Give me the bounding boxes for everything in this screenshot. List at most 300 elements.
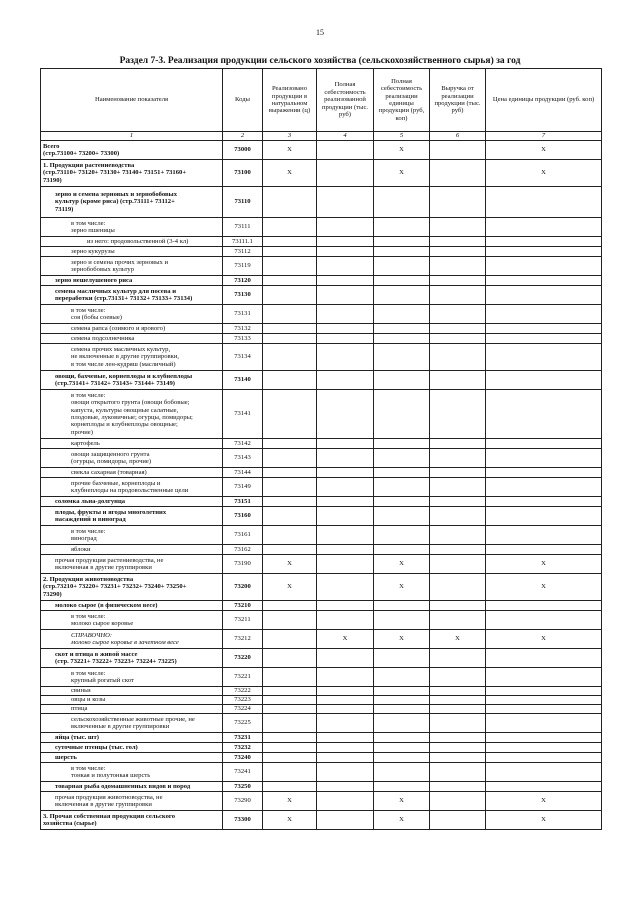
row-value-cell[interactable]	[486, 324, 602, 334]
row-value-cell[interactable]	[430, 247, 486, 257]
row-code: 73212	[223, 630, 263, 649]
table-row	[41, 160, 602, 187]
table-row	[41, 753, 602, 763]
row-code: 73221	[223, 668, 263, 687]
row-value-cell[interactable]	[430, 160, 486, 187]
row-value-cell[interactable]: X	[263, 792, 317, 811]
row-value-cell[interactable]	[430, 497, 486, 507]
row-value-cell[interactable]	[374, 478, 430, 497]
row-value-cell[interactable]	[263, 276, 317, 286]
row-value-cell[interactable]	[317, 792, 374, 811]
row-value-cell[interactable]	[374, 733, 430, 743]
row-name: семена масличных культур для посева и переработки (стр.73131+ 73132+ 73133+ 73134)	[41, 286, 223, 305]
row-value-cell[interactable]	[263, 187, 317, 218]
table-row	[41, 782, 602, 792]
row-value-cell[interactable]	[374, 324, 430, 334]
row-value-cell[interactable]	[430, 468, 486, 478]
row-value-cell[interactable]	[430, 286, 486, 305]
row-value-cell[interactable]	[430, 705, 486, 714]
row-value-cell[interactable]	[430, 371, 486, 390]
row-code: 73110	[223, 187, 263, 218]
row-name: картофель	[41, 439, 223, 449]
row-value-cell[interactable]	[430, 439, 486, 449]
row-value-cell[interactable]	[263, 286, 317, 305]
row-value-cell[interactable]	[263, 611, 317, 630]
row-value-cell[interactable]	[374, 743, 430, 753]
row-value-cell[interactable]	[430, 763, 486, 782]
row-value-cell[interactable]	[486, 611, 602, 630]
table-row	[41, 305, 602, 324]
table-row	[41, 257, 602, 276]
row-value-cell[interactable]	[430, 334, 486, 344]
row-value-cell[interactable]: X	[263, 574, 317, 601]
row-value-cell[interactable]	[430, 390, 486, 439]
row-value-cell[interactable]	[486, 668, 602, 687]
col-number: 1	[41, 132, 223, 141]
row-value-cell[interactable]	[317, 601, 374, 611]
row-value-cell[interactable]	[486, 286, 602, 305]
row-value-cell[interactable]	[430, 753, 486, 763]
row-value-cell[interactable]	[430, 507, 486, 526]
row-value-cell[interactable]	[430, 187, 486, 218]
row-name: СПРАВОЧНО: молоко сырое коровье в зачетном весе	[41, 630, 223, 649]
row-value-cell[interactable]	[317, 526, 374, 545]
row-value-cell[interactable]	[486, 733, 602, 743]
row-value-cell[interactable]	[430, 545, 486, 555]
row-value-cell[interactable]	[486, 334, 602, 344]
row-value-cell[interactable]	[486, 705, 602, 714]
row-value-cell[interactable]	[430, 574, 486, 601]
row-value-cell[interactable]	[263, 305, 317, 324]
row-value-cell[interactable]	[486, 782, 602, 792]
row-value-cell[interactable]	[430, 305, 486, 324]
row-name: овощи защищенного грунта (огурцы, помидоры, прочие)	[41, 449, 223, 468]
row-value-cell[interactable]	[374, 257, 430, 276]
row-value-cell[interactable]	[374, 247, 430, 257]
row-value-cell[interactable]	[317, 743, 374, 753]
row-value-cell[interactable]	[430, 668, 486, 687]
row-value-cell[interactable]	[317, 324, 374, 334]
row-value-cell[interactable]: X	[317, 630, 374, 649]
row-value-cell[interactable]	[317, 449, 374, 468]
table-row	[41, 324, 602, 334]
table-row	[41, 714, 602, 733]
row-value-cell[interactable]	[430, 782, 486, 792]
row-value-cell[interactable]	[263, 601, 317, 611]
row-value-cell[interactable]	[317, 733, 374, 743]
table-row	[41, 334, 602, 344]
row-value-cell[interactable]	[374, 237, 430, 247]
table-row	[41, 733, 602, 743]
row-value-cell[interactable]	[317, 611, 374, 630]
row-name: в том числе: крупный рогатый скот	[41, 668, 223, 687]
row-value-cell[interactable]	[263, 753, 317, 763]
col-header-unit-price: Цена единицы продукции (руб. коп)	[486, 69, 602, 132]
row-value-cell[interactable]: X	[374, 141, 430, 160]
row-value-cell[interactable]	[263, 545, 317, 555]
row-value-cell[interactable]	[263, 743, 317, 753]
row-value-cell[interactable]	[486, 468, 602, 478]
row-value-cell[interactable]	[374, 449, 430, 468]
row-value-cell[interactable]	[430, 811, 486, 830]
row-value-cell[interactable]	[486, 743, 602, 753]
table-row	[41, 792, 602, 811]
row-value-cell[interactable]	[486, 187, 602, 218]
row-value-cell[interactable]	[374, 507, 430, 526]
col-number: 3	[263, 132, 317, 141]
row-value-cell[interactable]	[486, 257, 602, 276]
row-value-cell[interactable]: X	[263, 811, 317, 830]
table-row	[41, 371, 602, 390]
table-row	[41, 439, 602, 449]
row-value-cell[interactable]	[317, 696, 374, 705]
row-value-cell[interactable]	[263, 478, 317, 497]
row-code: 73300	[223, 811, 263, 830]
row-value-cell[interactable]	[263, 497, 317, 507]
row-value-cell[interactable]	[374, 696, 430, 705]
row-value-cell[interactable]	[317, 763, 374, 782]
row-value-cell[interactable]	[263, 649, 317, 668]
row-value-cell[interactable]	[263, 237, 317, 247]
row-name: сельскохозяйственные животные прочие, не включенные в другие группировки	[41, 714, 223, 733]
row-value-cell[interactable]	[317, 286, 374, 305]
row-value-cell[interactable]: X	[374, 160, 430, 187]
row-value-cell[interactable]	[430, 218, 486, 237]
row-value-cell[interactable]	[317, 344, 374, 371]
row-code: 73120	[223, 276, 263, 286]
row-name: птица	[41, 705, 223, 714]
row-value-cell[interactable]: X	[486, 555, 602, 574]
row-value-cell[interactable]	[486, 449, 602, 468]
row-value-cell[interactable]	[486, 305, 602, 324]
row-value-cell[interactable]	[430, 611, 486, 630]
row-value-cell[interactable]	[430, 555, 486, 574]
row-value-cell[interactable]	[486, 237, 602, 247]
row-value-cell[interactable]: X	[486, 160, 602, 187]
row-value-cell[interactable]	[486, 763, 602, 782]
row-code: 73141	[223, 390, 263, 439]
row-value-cell[interactable]: X	[430, 630, 486, 649]
row-value-cell[interactable]	[317, 649, 374, 668]
row-value-cell[interactable]	[430, 696, 486, 705]
row-value-cell[interactable]	[486, 371, 602, 390]
row-value-cell[interactable]: X	[486, 574, 602, 601]
row-value-cell[interactable]: X	[486, 811, 602, 830]
row-value-cell[interactable]	[374, 371, 430, 390]
row-value-cell[interactable]	[263, 733, 317, 743]
col-header-unit-cost: Полная себестоимость реализации единицы продукции (руб, коп)	[374, 69, 430, 132]
row-value-cell[interactable]	[374, 390, 430, 439]
row-value-cell[interactable]	[317, 478, 374, 497]
row-value-cell[interactable]	[374, 218, 430, 237]
row-value-cell[interactable]	[317, 160, 374, 187]
col-number: 7	[486, 132, 602, 141]
row-value-cell[interactable]	[263, 714, 317, 733]
row-value-cell[interactable]	[486, 276, 602, 286]
row-value-cell[interactable]	[317, 497, 374, 507]
row-value-cell[interactable]: X	[263, 141, 317, 160]
row-code: 73111.1	[223, 237, 263, 247]
row-name: шерсть	[41, 753, 223, 763]
row-value-cell[interactable]	[374, 276, 430, 286]
row-value-cell[interactable]	[263, 705, 317, 714]
row-name: в том числе: тонкая и полутонкая шерсть	[41, 763, 223, 782]
section-title: Раздел 7-3. Реализация продукции сельского хозяйства (сельскохозяйственного сырья) за год	[119, 56, 521, 66]
row-value-cell[interactable]	[430, 743, 486, 753]
row-value-cell[interactable]	[317, 507, 374, 526]
row-name: из него: продовольственной (3-4 кл)	[41, 237, 223, 247]
row-value-cell[interactable]	[374, 611, 430, 630]
row-code: 73131	[223, 305, 263, 324]
row-value-cell[interactable]	[374, 687, 430, 696]
row-code: 73144	[223, 468, 263, 478]
row-value-cell[interactable]	[263, 630, 317, 649]
row-value-cell[interactable]	[374, 545, 430, 555]
row-value-cell[interactable]	[374, 526, 430, 545]
row-value-cell[interactable]	[486, 478, 602, 497]
row-value-cell[interactable]	[374, 649, 430, 668]
row-value-cell[interactable]	[430, 714, 486, 733]
row-value-cell[interactable]	[317, 439, 374, 449]
row-code: 73160	[223, 507, 263, 526]
column-number-row	[41, 132, 602, 141]
row-value-cell[interactable]	[317, 668, 374, 687]
table-row	[41, 526, 602, 545]
row-value-cell[interactable]	[263, 324, 317, 334]
row-value-cell[interactable]	[317, 545, 374, 555]
row-code: 73112	[223, 247, 263, 257]
row-value-cell[interactable]	[374, 468, 430, 478]
row-value-cell[interactable]	[374, 705, 430, 714]
row-value-cell[interactable]: X	[374, 630, 430, 649]
table-row	[41, 478, 602, 497]
row-name: прочая продукция растениеводства, не включенная в другие группировки	[41, 555, 223, 574]
row-name: овощи, бахчевые, корнеплоды и клубнеплоды (стр.73141+ 73142+ 73143+ 73144+ 73149)	[41, 371, 223, 390]
row-value-cell[interactable]	[317, 687, 374, 696]
table-row	[41, 763, 602, 782]
row-code: 73231	[223, 733, 263, 743]
row-value-cell[interactable]	[317, 468, 374, 478]
row-value-cell[interactable]	[317, 555, 374, 574]
row-value-cell[interactable]	[263, 247, 317, 257]
row-name: зерно и семена прочих зерновых и зернобобовых культур	[41, 257, 223, 276]
row-value-cell[interactable]	[317, 276, 374, 286]
table-row	[41, 237, 602, 247]
row-value-cell[interactable]	[317, 753, 374, 763]
row-name: в том числе: молоко сырое коровье	[41, 611, 223, 630]
table-row	[41, 574, 602, 601]
row-value-cell[interactable]	[486, 497, 602, 507]
row-value-cell[interactable]	[486, 507, 602, 526]
row-value-cell[interactable]	[374, 187, 430, 218]
row-value-cell[interactable]: X	[374, 792, 430, 811]
row-value-cell[interactable]: X	[486, 630, 602, 649]
row-value-cell[interactable]	[374, 714, 430, 733]
page-number: 15	[316, 28, 324, 37]
row-value-cell[interactable]	[374, 439, 430, 449]
table-row	[41, 555, 602, 574]
table-row	[41, 611, 602, 630]
row-value-cell[interactable]	[374, 763, 430, 782]
row-value-cell[interactable]	[263, 371, 317, 390]
row-value-cell[interactable]	[430, 324, 486, 334]
row-value-cell[interactable]	[263, 782, 317, 792]
row-code: 73250	[223, 782, 263, 792]
row-value-cell[interactable]	[317, 334, 374, 344]
sales-table	[40, 68, 602, 830]
row-name: 1. Продукция растениеводства (стр.73110+ 73120+ 73130+ 73140+ 73151+ 73160+ 73190)	[41, 160, 223, 187]
row-value-cell[interactable]	[374, 286, 430, 305]
row-value-cell[interactable]	[317, 811, 374, 830]
row-value-cell[interactable]	[317, 574, 374, 601]
row-value-cell[interactable]	[486, 526, 602, 545]
row-code: 73223	[223, 696, 263, 705]
row-value-cell[interactable]	[263, 218, 317, 237]
row-value-cell[interactable]	[486, 696, 602, 705]
row-value-cell[interactable]	[263, 344, 317, 371]
row-value-cell[interactable]	[430, 649, 486, 668]
col-number: 4	[317, 132, 374, 141]
row-name: зерно нешелушеного риса	[41, 276, 223, 286]
row-code: 73162	[223, 545, 263, 555]
row-name: семена рапса (озимого и ярового)	[41, 324, 223, 334]
row-name: семена подсолнечника	[41, 334, 223, 344]
table-row	[41, 286, 602, 305]
row-value-cell[interactable]: X	[486, 792, 602, 811]
row-value-cell[interactable]	[486, 344, 602, 371]
row-value-cell[interactable]	[430, 257, 486, 276]
row-value-cell[interactable]	[430, 792, 486, 811]
row-value-cell[interactable]	[317, 218, 374, 237]
row-code: 73241	[223, 763, 263, 782]
row-value-cell[interactable]	[430, 344, 486, 371]
row-code: 73225	[223, 714, 263, 733]
row-name: семена прочих масличных культур, не включенные в другие группировки, в том числе лен-кудряш (масличный)	[41, 344, 223, 371]
row-name: 2. Продукция животноводства (стр.73210+ 73220+ 73231+ 73232+ 73240+ 73250+ 73290)	[41, 574, 223, 601]
row-value-cell[interactable]: X	[374, 574, 430, 601]
row-value-cell[interactable]: X	[263, 160, 317, 187]
row-value-cell[interactable]	[430, 687, 486, 696]
row-code: 73132	[223, 324, 263, 334]
row-code: 73210	[223, 601, 263, 611]
row-value-cell[interactable]	[317, 371, 374, 390]
row-value-cell[interactable]	[263, 507, 317, 526]
row-value-cell[interactable]	[374, 334, 430, 344]
row-value-cell[interactable]: X	[374, 811, 430, 830]
col-header-quantity: Реализовано продукции в натуральном выражении (ц)	[263, 69, 317, 132]
row-value-cell[interactable]	[263, 390, 317, 439]
row-value-cell[interactable]	[374, 601, 430, 611]
row-code: 73161	[223, 526, 263, 545]
row-value-cell[interactable]	[263, 526, 317, 545]
row-value-cell[interactable]	[374, 305, 430, 324]
row-value-cell[interactable]	[263, 763, 317, 782]
row-name: зерно кукурузы	[41, 247, 223, 257]
row-value-cell[interactable]	[486, 218, 602, 237]
row-value-cell[interactable]	[317, 257, 374, 276]
table-row	[41, 811, 602, 830]
row-value-cell[interactable]	[317, 390, 374, 439]
row-value-cell[interactable]	[263, 696, 317, 705]
row-value-cell[interactable]	[430, 478, 486, 497]
row-value-cell[interactable]: X	[486, 141, 602, 160]
row-code: 73134	[223, 344, 263, 371]
row-value-cell[interactable]: X	[263, 555, 317, 574]
row-value-cell[interactable]	[317, 705, 374, 714]
row-value-cell[interactable]	[430, 526, 486, 545]
row-value-cell[interactable]	[317, 782, 374, 792]
row-value-cell[interactable]	[374, 497, 430, 507]
row-name: в том числе: овощи открытого грунта (овощи бобовые; капуста, культуры овощные салатные, плодовые, луковичные; огурцы, помидоры; корнеплоды и клубнеплоды овощные; прочие)	[41, 390, 223, 439]
row-value-cell[interactable]	[263, 334, 317, 344]
row-code: 73119	[223, 257, 263, 276]
table-row	[41, 390, 602, 439]
row-value-cell[interactable]	[486, 247, 602, 257]
table-row	[41, 187, 602, 218]
row-value-cell[interactable]	[430, 601, 486, 611]
row-code: 73000	[223, 141, 263, 160]
col-number: 5	[374, 132, 430, 141]
table-row	[41, 545, 602, 555]
row-value-cell[interactable]	[486, 545, 602, 555]
row-value-cell[interactable]	[486, 439, 602, 449]
row-code: 73290	[223, 792, 263, 811]
row-value-cell[interactable]: X	[374, 555, 430, 574]
row-value-cell[interactable]	[486, 687, 602, 696]
row-value-cell[interactable]	[486, 601, 602, 611]
row-name: скот и птица в живой массе (стр. 73221+ 73222+ 73223+ 73224+ 73225)	[41, 649, 223, 668]
row-name: овцы и козы	[41, 696, 223, 705]
row-name: плоды, фрукты и ягоды многолетних насаждений и виноград	[41, 507, 223, 526]
row-value-cell[interactable]	[486, 649, 602, 668]
row-value-cell[interactable]	[317, 237, 374, 247]
row-value-cell[interactable]	[317, 714, 374, 733]
row-name: свекла сахарная (товарная)	[41, 468, 223, 478]
row-value-cell[interactable]	[317, 187, 374, 218]
row-value-cell[interactable]	[263, 468, 317, 478]
row-value-cell[interactable]	[263, 668, 317, 687]
row-value-cell[interactable]	[374, 344, 430, 371]
table-row	[41, 705, 602, 714]
row-value-cell[interactable]	[430, 237, 486, 247]
row-value-cell[interactable]	[263, 257, 317, 276]
col-header-name: Наименование показателя	[41, 69, 223, 132]
row-name: в том числе: виноград	[41, 526, 223, 545]
row-value-cell[interactable]	[486, 753, 602, 763]
table-body	[41, 141, 602, 830]
row-value-cell[interactable]	[263, 687, 317, 696]
row-value-cell[interactable]	[486, 390, 602, 439]
row-value-cell[interactable]	[430, 141, 486, 160]
table-row	[41, 141, 602, 160]
row-value-cell[interactable]	[430, 276, 486, 286]
row-value-cell[interactable]	[486, 714, 602, 733]
col-header-full-cost: Полная себестоимость реализованной продукции (тыс. руб)	[317, 69, 374, 132]
row-value-cell[interactable]	[374, 668, 430, 687]
row-code: 73190	[223, 555, 263, 574]
row-value-cell[interactable]	[263, 449, 317, 468]
row-value-cell[interactable]	[317, 247, 374, 257]
row-value-cell[interactable]	[374, 782, 430, 792]
row-value-cell[interactable]	[430, 449, 486, 468]
row-value-cell[interactable]	[317, 141, 374, 160]
table-row	[41, 668, 602, 687]
row-value-cell[interactable]	[430, 733, 486, 743]
table-row	[41, 449, 602, 468]
row-value-cell[interactable]	[374, 753, 430, 763]
row-value-cell[interactable]	[263, 439, 317, 449]
row-value-cell[interactable]	[317, 305, 374, 324]
